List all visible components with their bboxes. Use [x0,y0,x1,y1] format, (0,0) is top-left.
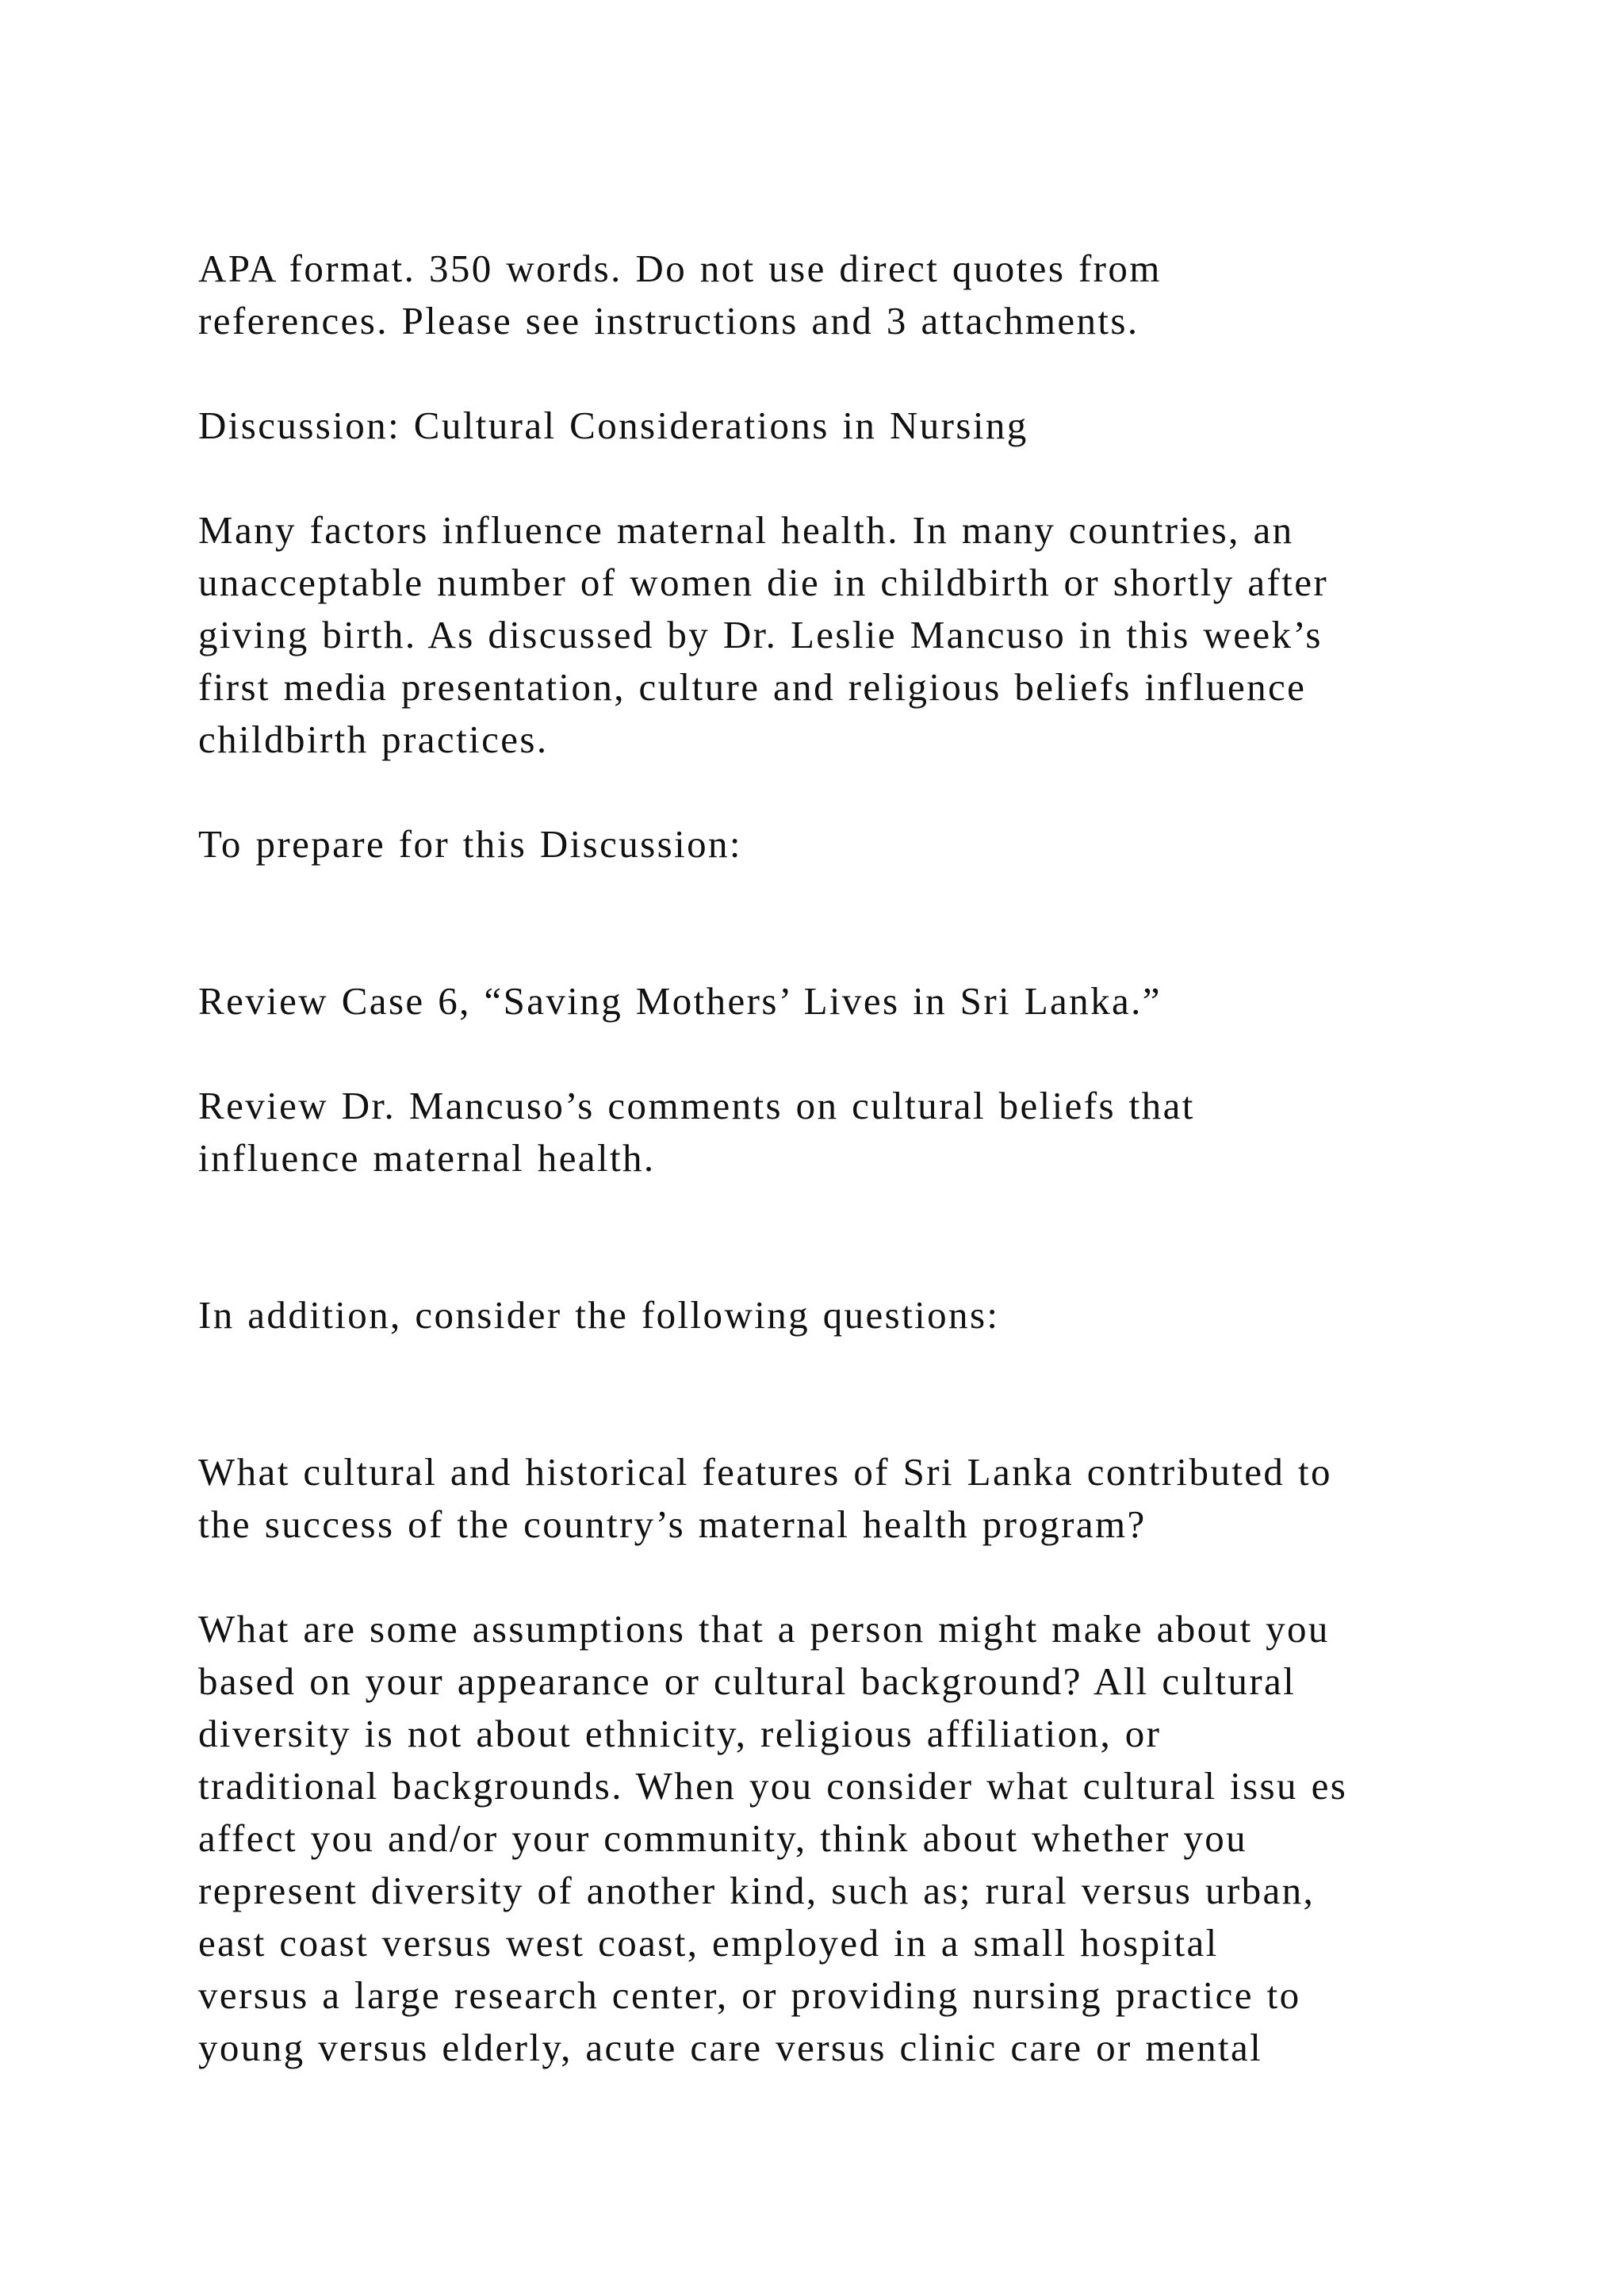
text-line: unacceptable number of women die in childbirth or shortly after [198,561,1329,604]
text-line: Discussion: Cultural Considerations in Nursing [198,404,1028,447]
text-line: In addition, consider the following questions: [198,1293,1000,1337]
text-line: childbirth practices. [198,718,549,761]
text-line: What are some assumptions that a person might make about you [198,1607,1330,1651]
text-line: affect you and/or your community, think about whether you [198,1816,1248,1860]
paragraph-review-case [198,975,1546,1027]
text-line: Many factors influence maternal health. In many countries, an [198,508,1294,552]
text-line: diversity is not about ethnicity, religious affiliation, or [198,1712,1162,1755]
text-line: giving birth. As discussed by Dr. Leslie Mancuso in this week’s [198,613,1323,656]
text-line: the success of the country’s maternal health program? [198,1502,1147,1546]
paragraph-question-1 [198,1446,1546,1551]
text-line: based on your appearance or cultural background? All cultural [198,1659,1297,1703]
paragraph-intro [198,504,1546,766]
paragraph-instructions [198,243,1546,347]
text-line: young versus elderly, acute care versus clinic care or mental [198,2026,1263,2069]
text-line: references. Please see instructions and 3 attachments. [198,299,1139,342]
text-line: APA format. 350 words. Do not use direct quotes from [198,247,1162,290]
document-body [198,243,1546,2074]
text-line: represent diversity of another kind, such as; rural versus urban, [198,1869,1316,1912]
paragraph-review-comments [198,1080,1546,1184]
text-line: Review Dr. Mancuso’s comments on cultural beliefs that [198,1084,1195,1127]
text-line: To prepare for this Discussion: [198,822,742,866]
paragraph-discussion-title [198,400,1546,452]
text-line: What cultural and historical features of Sri Lanka contributed to [198,1450,1332,1494]
text-line: Review Case 6, “Saving Mothers’ Lives in Sri Lanka.” [198,979,1162,1023]
text-line: east coast versus west coast, employed in a small hospital [198,1921,1219,1965]
paragraph-question-2 [198,1603,1546,2074]
paragraph-consider [198,1289,1546,1341]
text-line: versus a large research center, or providing nursing practice to [198,1973,1301,2017]
paragraph-prepare [198,818,1546,871]
text-line: traditional backgrounds. When you consider what cultural issu es [198,1764,1348,1808]
text-line: influence maternal health. [198,1136,656,1180]
text-line: first media presentation, culture and religious beliefs influence [198,665,1307,709]
